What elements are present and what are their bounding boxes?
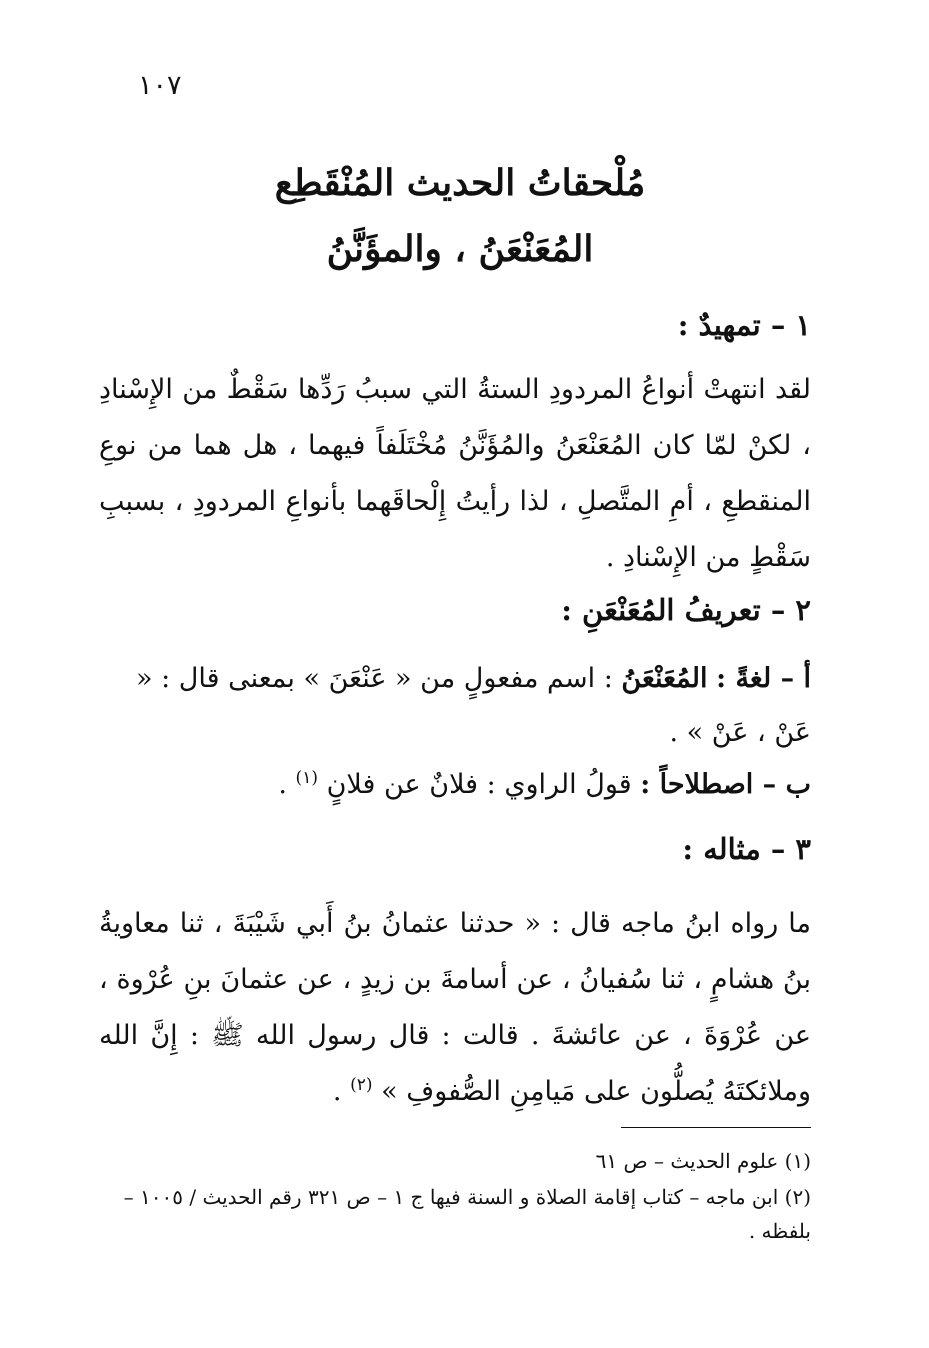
section-heading-example: ٣ – مثاله : [682,832,811,866]
definition-technical-end: . [278,769,287,800]
footnote-1: (١) علوم الحديث – ص ٦١ [595,1149,811,1173]
example-text: ما رواه ابنُ ماجه قال : « حدثنا عثمانُ بنُ أَبي شَيْبَةَ ، ثنا معاويةُ بنُ هشامٍ ، ثنا سُفيانُ ، عن أسامةَ بن زيدٍ ، عن عثمانَ بنِ عُرْوة ، عن عُرْوَةَ ، عن عائشةَ . قالت : قال رسول الله ﷺ : إِنَّ الله وملائكتَهُ يُصلُّون على مَيامِنِ الصُّفوفِ » [99,908,811,1107]
chapter-title: مُلْحقاتُ الحديث المُنْقَطِع [274,162,646,204]
example-end: . [332,1076,342,1107]
page-number: ١٠٧ [138,70,182,101]
footnote-ref-1: (١) [295,768,318,788]
definition-technical-label: ب – اصطلاحاً : [640,769,811,800]
footnote-ref-2: (٢) [350,1075,373,1095]
section-heading-intro: ١ – تمهيدٌ : [677,308,811,342]
definition-linguistic-text: : اسم مفعولٍ من « عَنْعَنَ » بمعنى قال : « عَنْ ، عَنْ » . [136,663,811,748]
intro-paragraph: لقد انتهتْ أنواعُ المردودِ الستةُ التي سببُ رَدِّها سَقْطٌ من الإِسْنادِ ، لكنْ لمّا كان المُعَنْعَنُ والمُؤَنَّنُ مُخْتَلَفاً فيهما ، هل هما من نوعِ المنقطعِ ، أمِ المتَّصلِ ، لذا رأيتُ إِلْحاقَهما بأنواعِ المردودِ ، بسببِ سَقْطٍ من الإِسْنادِ . [99,374,811,573]
chapter-subtitle: المُعَنْعَنُ ، والمؤَنَّنُ [326,228,594,270]
footnote-divider [621,1127,811,1128]
definition-linguistic-label: أ – لغةً : [716,663,811,694]
example-paragraph [99,896,811,1120]
definition-linguistic-term: المُعَنْعَنُ [621,663,708,694]
definition-technical-text: قولُ الراوي : فلانٌ عن فلانٍ [326,769,632,800]
definition-technical [99,758,811,812]
section-heading-definition: ٢ – تعريفُ المُعَنْعَنِ : [561,593,811,627]
footnote-2: (٢) ابن ماجه – كتاب إقامة الصلاة و السنة فيها ج ١ – ص ٣٢١ رقم الحديث / ١٠٠٥ – بلفظه . [123,1185,811,1243]
definition-linguistic [99,652,811,760]
